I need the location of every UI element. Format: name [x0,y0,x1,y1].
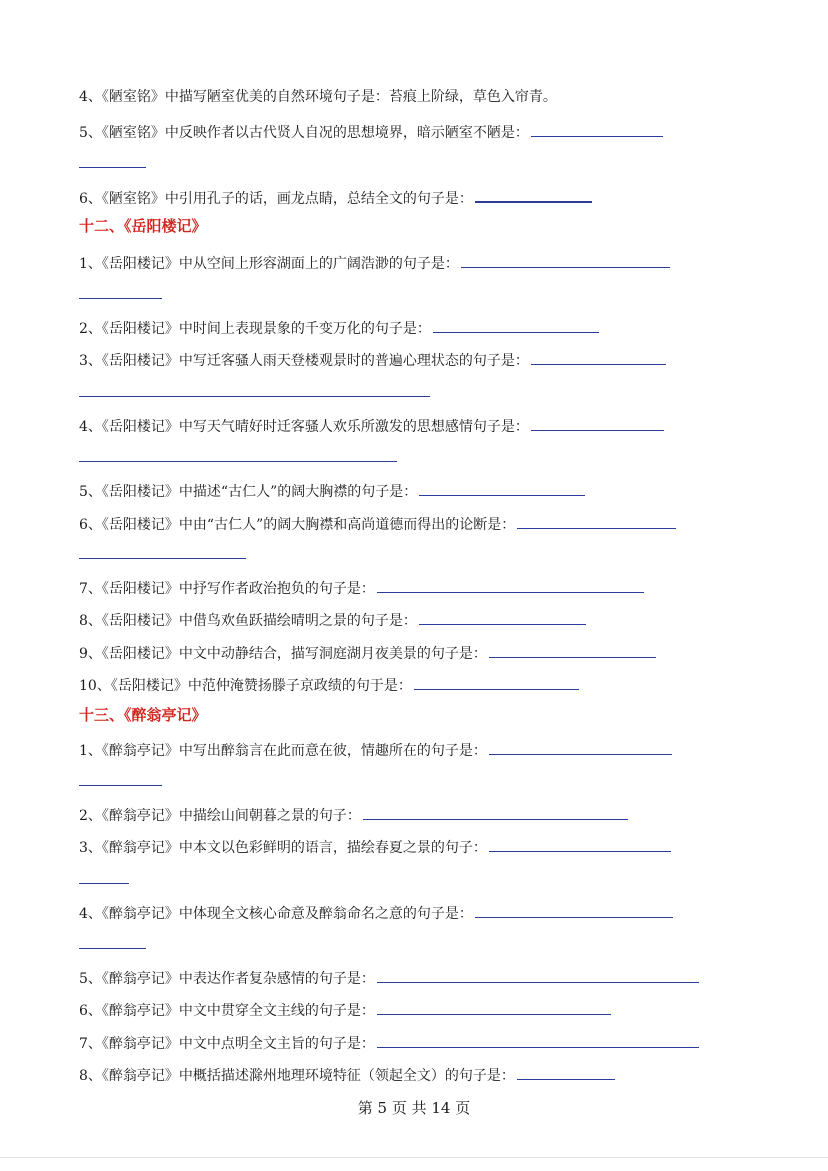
question-text: 10、《岳阳楼记》中范仲淹赞扬滕子京政绩的句于是： [79,678,412,694]
answer-blank-continuation[interactable] [79,947,146,949]
answer-blank[interactable] [475,185,592,203]
question-yylj-6 [79,512,676,535]
answer-blank[interactable] [419,608,586,625]
answer-blank[interactable] [377,1031,699,1048]
question-yylj-9 [79,641,656,664]
question-text: 8、《醉翁亭记》中概括描述滁州地理环境特征（领起全文）的句子是： [79,1068,515,1084]
question-yylj-2 [79,316,599,339]
answer-blank[interactable] [377,998,611,1015]
question-yylj-1 [79,251,670,274]
answer-blank-continuation[interactable] [79,297,162,299]
answer-blank[interactable] [363,803,628,820]
question-yylj-8 [79,608,586,631]
answer-blank[interactable] [377,576,644,593]
question-text: 2、《岳阳楼记》中时间上表现景象的千变万化的句子是： [79,321,431,337]
question-text: 7、《醉翁亭记》中文中点明全文主旨的句子是： [79,1036,375,1052]
page-bottom-divider [0,1157,828,1158]
question-zwtj-4 [79,901,673,924]
answer-blank[interactable] [433,316,599,333]
question-text: 9、《岳阳楼记》中文中动静结合，描写洞庭湖月夜美景的句子是： [79,646,487,662]
question-lsm-4 [79,87,557,107]
question-text: 6、《醉翁亭记》中文中贯穿全文主线的句子是： [79,1003,375,1019]
answer-blank-continuation[interactable] [79,166,146,168]
answer-blank[interactable] [489,641,656,658]
question-zwtj-8 [79,1063,615,1086]
section-heading-zwtj: 十三、《醉翁亭记》 [79,706,207,724]
question-text: 3、《醉翁亭记》中本文以色彩鲜明的语言，描绘春夏之景的句子： [79,840,487,856]
question-zwtj-3 [79,835,671,858]
question-text: 2、《醉翁亭记》中描绘山间朝暮之景的句子： [79,808,361,824]
question-yylj-5 [79,479,585,502]
answer-blank[interactable] [419,479,585,496]
question-text: 8、《岳阳楼记》中借鸟欢鱼跃描绘晴明之景的句子是： [79,613,417,629]
answer-blank[interactable] [377,966,699,983]
question-text: 1、《醉翁亭记》中写出醉翁言在此而意在彼，情趣所在的句子是： [79,743,487,759]
question-text: 3、《岳阳楼记》中写迁客骚人雨天登楼观景时的普遍心理状态的句子是： [79,353,529,369]
question-text: 1、《岳阳楼记》中从空间上形容湖面上的广阔浩渺的句子是： [79,256,459,272]
question-text: 4、《醉翁亭记》中体现全文核心命意及醉翁命名之意的句子是： [79,906,473,922]
section-heading-yylj: 十二、《岳阳楼记》 [79,217,207,235]
answer-blank[interactable] [461,251,670,268]
answer-blank[interactable] [475,901,673,918]
question-yylj-7 [79,576,644,599]
answer-blank-continuation[interactable] [79,882,129,884]
question-text: 4、《陋室铭》中描写陋室优美的自然环境句子是：苔痕上阶绿，草色入帘青。 [79,89,557,105]
question-text: 5、《岳阳楼记》中描述“古仁人”的阔大胸襟的句子是： [79,484,418,500]
answer-blank[interactable] [517,512,676,529]
question-text: 5、《陋室铭》中反映作者以古代贤人自况的思想境界，暗示陋室不陋是： [79,125,529,141]
answer-blank-continuation[interactable] [79,460,397,462]
page-number: 第 5 页 共 14 页 [357,1099,471,1117]
answer-blank[interactable] [517,1063,615,1080]
question-text: 6、《岳阳楼记》中由“古仁人”的阔大胸襟和高尚道德而得出的论断是： [79,517,516,533]
question-text: 6、《陋室铭》中引用孔子的话，画龙点睛，总结全文的句子是： [79,191,473,207]
question-lsm-6 [79,185,592,209]
question-yylj-4 [79,414,664,437]
question-yylj-3 [79,348,666,371]
question-zwtj-6 [79,998,611,1021]
answer-blank[interactable] [531,120,663,137]
answer-blank-continuation[interactable] [79,395,430,397]
answer-blank[interactable] [414,673,579,690]
question-zwtj-7 [79,1031,699,1054]
question-text: 5、《醉翁亭记》中表达作者复杂感情的句子是： [79,971,375,987]
answer-blank[interactable] [531,348,666,365]
question-lsm-5 [79,120,663,143]
question-zwtj-5 [79,966,699,989]
answer-blank[interactable] [489,835,671,852]
question-zwtj-2 [79,803,628,826]
question-yylj-10 [79,673,579,696]
question-text: 7、《岳阳楼记》中抒写作者政治抱负的句子是： [79,581,375,597]
answer-blank[interactable] [531,414,664,431]
answer-blank[interactable] [489,738,672,755]
answer-blank-continuation[interactable] [79,784,162,786]
question-zwtj-1 [79,738,672,761]
question-text: 4、《岳阳楼记》中写天气晴好时迁客骚人欢乐所激发的思想感情句子是： [79,419,529,435]
answer-blank-continuation[interactable] [79,557,246,559]
